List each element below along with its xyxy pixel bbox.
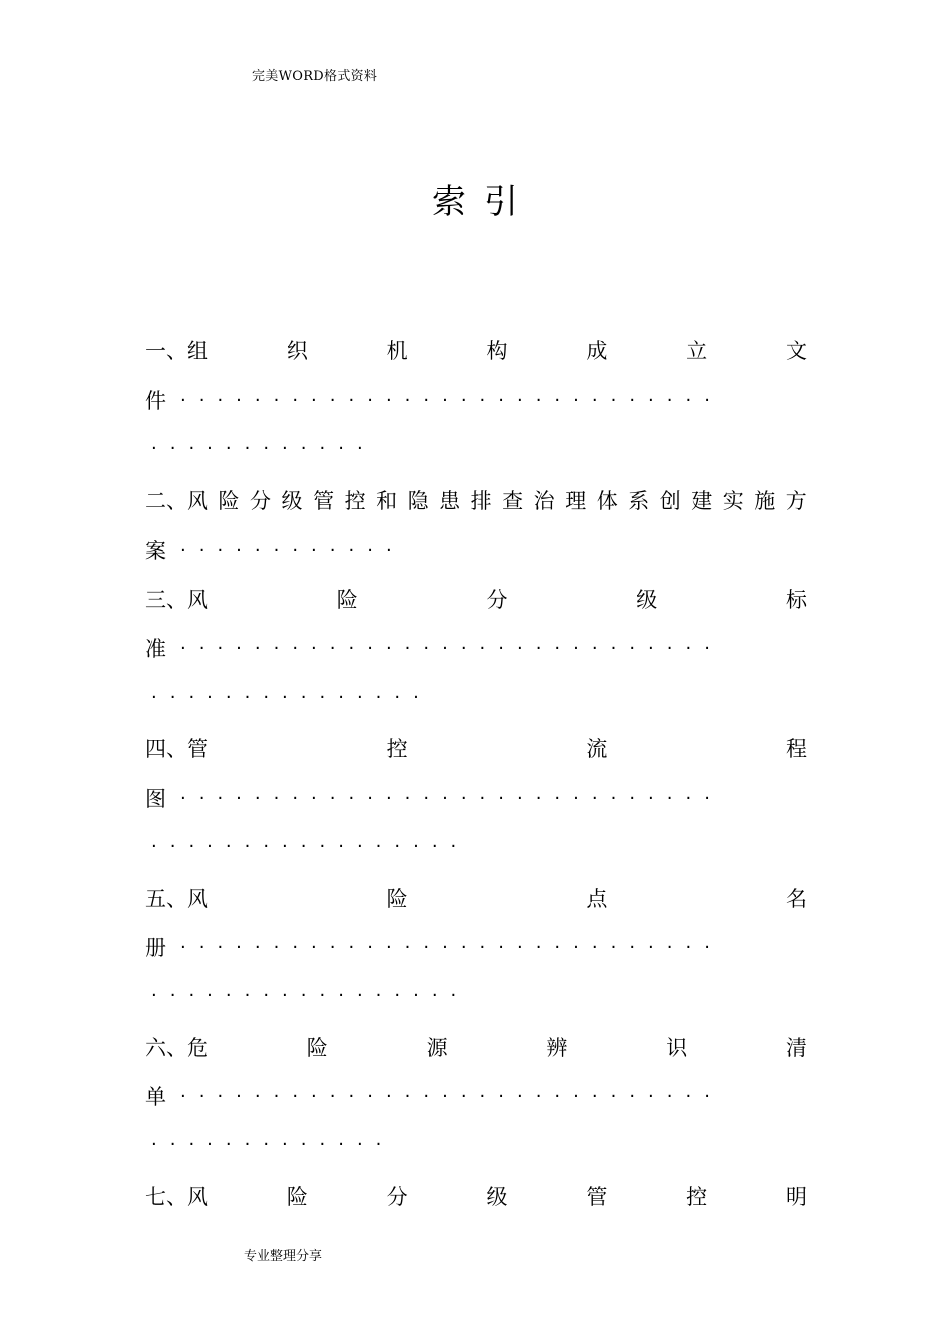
toc-entry-char: 图 <box>145 787 166 811</box>
toc-entry-char: 点 <box>586 887 608 911</box>
toc-entry-char: 案 <box>145 539 166 563</box>
toc-entry-char: 级 <box>486 1185 508 1209</box>
toc-entry-char: 隐 <box>407 489 429 513</box>
toc-entry-char: 施 <box>754 489 776 513</box>
toc-leader-dots: ············ <box>151 438 376 459</box>
page-header: 完美WORD格式资料 <box>252 69 378 84</box>
toc-entry-char: 险 <box>286 1185 308 1209</box>
toc-entry-number: 七、 <box>145 1185 187 1209</box>
toc-entry-char: 建 <box>691 489 713 513</box>
toc-entry-char <box>145 734 208 764</box>
toc-entry-char: 级 <box>281 489 303 513</box>
toc-entry-char: 患 <box>439 489 461 513</box>
toc-entry-char <box>145 1033 208 1063</box>
toc-entry-char: 体 <box>596 489 618 513</box>
toc-entry-char: 风 <box>187 588 208 612</box>
toc-entry-char: 风 <box>187 1185 208 1209</box>
toc-entry-char: 控 <box>686 1185 708 1209</box>
toc-entry-char: 管 <box>313 489 335 513</box>
toc-entry-char: 分 <box>250 489 272 513</box>
toc-entry-char: 成 <box>586 339 608 363</box>
toc-entry-item6-title-line <box>145 1033 807 1063</box>
toc-leader-dots: ············ <box>180 540 405 561</box>
toc-entry-char: 文 <box>785 339 807 363</box>
toc-entry-item6-leader-continuation <box>145 1130 807 1160</box>
toc-leader-dots: ····························· <box>180 937 723 958</box>
toc-entry-char: 方 <box>785 489 807 513</box>
toc-entry-number: 五、 <box>145 887 187 911</box>
toc-entry-item3-leader-continuation <box>145 683 807 713</box>
toc-entry-char: 标 <box>786 588 807 612</box>
toc-entry-char: 控 <box>386 737 408 761</box>
toc-entry-char: 分 <box>486 588 508 612</box>
toc-entry-item4-leader-continuation <box>145 832 807 862</box>
toc-entry-char: 流 <box>586 737 608 761</box>
toc-entry-char: 级 <box>636 588 658 612</box>
toc-entry-char: 立 <box>686 339 708 363</box>
toc-leader-dots: ····························· <box>180 1086 723 1107</box>
toc-entry-char: 险 <box>218 489 240 513</box>
toc-entry-char: 实 <box>722 489 744 513</box>
toc-entry-char: 构 <box>486 339 508 363</box>
toc-leader-dots: ····························· <box>180 788 723 809</box>
toc-entry-item2-leader-line <box>145 536 807 566</box>
toc-entry-char: 册 <box>145 936 166 960</box>
toc-entry-char: 辨 <box>546 1036 568 1060</box>
toc-entry-item5-title-line <box>145 884 807 914</box>
toc-entry-char: 件 <box>145 389 166 413</box>
toc-entry-char: 分 <box>386 1185 408 1209</box>
toc-leader-dots: ············· <box>151 1134 395 1155</box>
toc-entry-char: 治 <box>533 489 555 513</box>
toc-entry-char <box>145 585 208 615</box>
toc-entry-item1-title-line <box>145 336 807 366</box>
toc-entry-char: 风 <box>187 489 208 513</box>
page-title: 索引 <box>432 182 536 222</box>
toc-entry-char: 单 <box>145 1085 166 1109</box>
toc-entry-item4-title-line <box>145 734 807 764</box>
toc-entry-char <box>145 486 208 516</box>
toc-entry-item1-leader-line <box>145 386 807 416</box>
toc-entry-item3-leader-line <box>145 634 807 664</box>
toc-entry-char <box>145 336 208 366</box>
toc-entry-char: 组 <box>187 339 208 363</box>
toc-entry-item5-leader-continuation <box>145 981 807 1011</box>
toc-entry-char: 危 <box>187 1036 208 1060</box>
toc-leader-dots: ··············· <box>151 687 432 708</box>
toc-entry-char: 管 <box>586 1185 608 1209</box>
toc-entry-char: 识 <box>666 1036 688 1060</box>
toc-entry-number: 四、 <box>145 737 187 761</box>
toc-entry-number: 三、 <box>145 588 187 612</box>
toc-entry-char: 清 <box>785 1036 807 1060</box>
toc-entry-char: 明 <box>785 1185 807 1209</box>
toc-entry-item5-leader-line <box>145 933 807 963</box>
toc-entry-char <box>145 1182 208 1212</box>
toc-entry-char: 名 <box>785 887 807 911</box>
toc-entry-number: 一、 <box>145 339 187 363</box>
toc-leader-dots: ····························· <box>180 638 723 659</box>
toc-entry-char: 险 <box>336 588 358 612</box>
toc-entry-char <box>145 884 208 914</box>
toc-entry-char: 创 <box>659 489 681 513</box>
toc-entry-char: 排 <box>470 489 492 513</box>
toc-entry-char: 机 <box>386 339 408 363</box>
toc-entry-char: 理 <box>565 489 587 513</box>
page-footer: 专业整理分享 <box>244 1249 323 1264</box>
toc-entry-number: 六、 <box>145 1036 187 1060</box>
toc-entry-item4-leader-line <box>145 784 807 814</box>
toc-entry-char: 险 <box>306 1036 328 1060</box>
toc-entry-char: 织 <box>286 339 308 363</box>
toc-entry-char: 管 <box>187 737 208 761</box>
toc-entry-item6-leader-line <box>145 1082 807 1112</box>
toc-leader-dots: ····························· <box>180 390 723 411</box>
toc-leader-dots: ················· <box>151 836 470 857</box>
toc-entry-char: 源 <box>426 1036 448 1060</box>
toc-entry-char: 程 <box>785 737 807 761</box>
toc-entry-char: 系 <box>628 489 650 513</box>
toc-entry-char: 查 <box>502 489 524 513</box>
toc-entry-char: 和 <box>376 489 398 513</box>
toc-entry-char: 控 <box>344 489 366 513</box>
toc-entry-char: 险 <box>386 887 408 911</box>
toc-entry-char: 准 <box>145 637 166 661</box>
toc-entry-item2-title-line <box>145 486 807 516</box>
toc-entry-item3-title-line <box>145 585 807 615</box>
toc-leader-dots: ················· <box>151 985 470 1006</box>
toc-entry-char: 风 <box>187 887 208 911</box>
toc-entry-item7-title-line <box>145 1182 807 1212</box>
toc-entry-item1-leader-continuation <box>145 434 807 464</box>
toc-entry-number: 二、 <box>145 489 187 513</box>
